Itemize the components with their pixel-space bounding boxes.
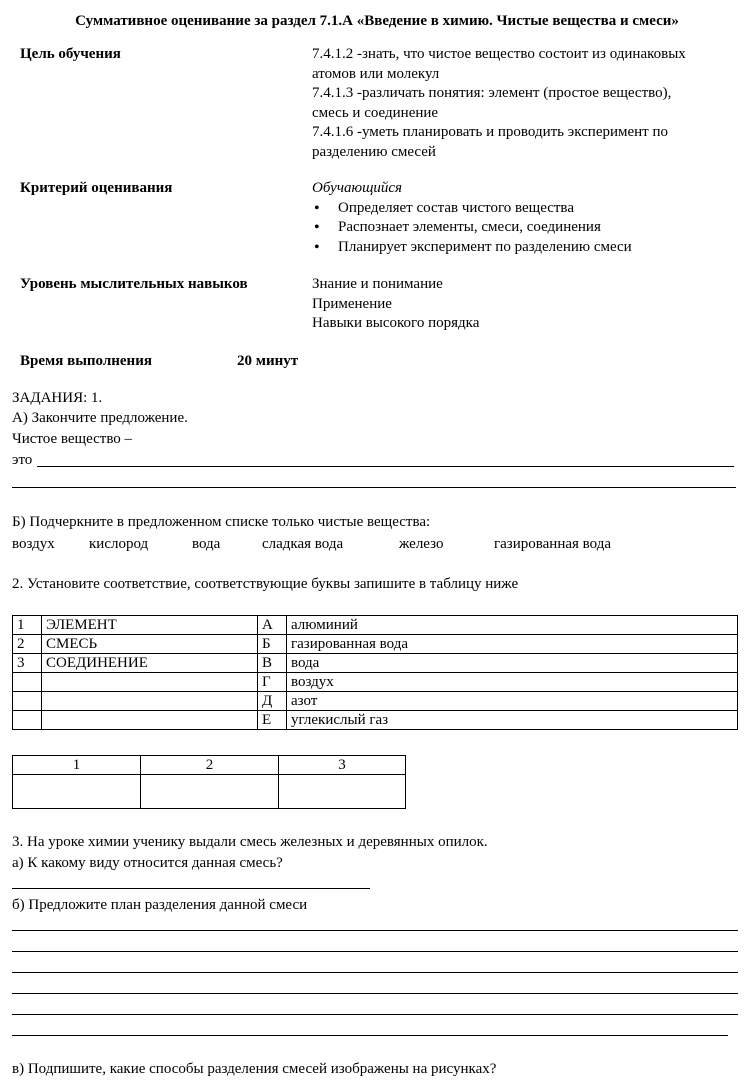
substance-word[interactable]: железо <box>399 536 444 552</box>
criteria-label: Критерий оценивания <box>20 180 173 196</box>
skills-text <box>312 275 742 334</box>
answer-line[interactable] <box>12 888 370 889</box>
table-row <box>13 673 738 692</box>
row-letter: Е <box>258 711 287 730</box>
row-term: СМЕСЬ <box>42 635 258 654</box>
row-number: 2 <box>13 635 42 654</box>
row-number <box>13 711 42 730</box>
goal-line: атомов или молекул <box>312 65 440 82</box>
goal-line: 7.4.1.2 -знать, что чистое вещество состоит из одинаковых <box>312 46 686 62</box>
answer-header: 2 <box>141 756 279 775</box>
row-letter: Д <box>258 692 287 711</box>
answer-line[interactable] <box>12 487 736 488</box>
task3-b-prompt: б) Предложите план разделения данной смеси <box>12 897 308 913</box>
substance-word[interactable]: газированная вода <box>494 536 612 552</box>
criteria-intro: Обучающийся <box>312 180 403 196</box>
time-value: 20 минут <box>237 353 299 369</box>
answer-header-row <box>13 756 406 775</box>
answer-cell[interactable] <box>141 775 279 809</box>
page-title: Суммативное оценивание за раздел 7.1.А «Введение в химию. Чистые вещества и смеси» <box>75 13 679 29</box>
row-term <box>42 673 258 692</box>
row-substance: алюминий <box>287 616 738 635</box>
time-label: Время выполнения <box>20 353 152 369</box>
matching-table <box>12 615 738 730</box>
row-term <box>42 692 258 711</box>
answer-line[interactable] <box>12 1014 738 1015</box>
row-substance: азот <box>287 692 738 711</box>
answer-line[interactable] <box>12 972 738 973</box>
substance-word[interactable]: вода <box>192 536 221 552</box>
answer-table <box>12 755 406 809</box>
skills-line: Знание и понимание <box>312 276 443 292</box>
row-number <box>13 673 42 692</box>
goal-line: смесь и соединение <box>312 104 439 121</box>
table-row <box>13 692 738 711</box>
skills-label: Уровень мыслительных навыков <box>20 276 248 292</box>
goal-line: 7.4.1.3 -различать понятия: элемент (простое вещество), <box>312 85 672 101</box>
row-number: 3 <box>13 654 42 673</box>
table-row <box>13 654 738 673</box>
row-number: 1 <box>13 616 42 635</box>
row-term: СОЕДИНЕНИЕ <box>42 654 258 673</box>
row-letter: Г <box>258 673 287 692</box>
task3-a-prompt: а) К какому виду относится данная смесь? <box>12 855 283 871</box>
row-term <box>42 711 258 730</box>
criteria-list <box>312 199 742 258</box>
substance-word[interactable]: воздух <box>12 536 55 552</box>
answer-cell[interactable] <box>279 775 406 809</box>
criteria-item: • Распознает элементы, смеси, соединения <box>312 218 742 238</box>
table-row <box>13 711 738 730</box>
task1-a-prompt: А) Закончите предложение. <box>12 410 188 426</box>
row-term: ЭЛЕМЕНТ <box>42 616 258 635</box>
answer-header: 3 <box>279 756 406 775</box>
goal-label: Цель обучения <box>20 46 121 62</box>
goal-line: разделению смесей <box>312 143 436 160</box>
substance-word[interactable]: кислород <box>89 536 149 552</box>
row-substance: газированная вода <box>287 635 738 654</box>
answer-input-row <box>13 775 406 809</box>
substance-word[interactable]: сладкая вода <box>262 536 344 552</box>
answer-header: 1 <box>13 756 141 775</box>
substance-word-list <box>0 535 754 555</box>
goal-line: 7.4.1.6 -уметь планировать и проводить эксперимент по <box>312 124 669 140</box>
row-letter: Б <box>258 635 287 654</box>
goal-text <box>312 45 742 162</box>
criteria-item: • Определяет состав чистого вещества <box>312 199 742 219</box>
task1-a-line2: это <box>12 452 33 468</box>
answer-line[interactable] <box>12 993 738 994</box>
task2-prompt: 2. Установите соответствие, соответствующие буквы запишите в таблицу ниже <box>12 576 519 592</box>
row-substance: вода <box>287 654 738 673</box>
row-number <box>13 692 42 711</box>
task1-a-line1: Чистое вещество – <box>12 431 133 447</box>
row-substance: углекислый газ <box>287 711 738 730</box>
answer-line[interactable] <box>12 951 738 952</box>
task1-header: ЗАДАНИЯ: 1. <box>12 390 103 406</box>
answer-line[interactable] <box>12 930 738 931</box>
answer-line[interactable] <box>37 466 734 467</box>
criteria-item: • Планирует эксперимент по разделению смеси <box>312 238 742 258</box>
task3-prompt: 3. На уроке химии ученику выдали смесь железных и деревянных опилок. <box>12 834 488 850</box>
row-substance: воздух <box>287 673 738 692</box>
table-row <box>13 635 738 654</box>
row-letter: В <box>258 654 287 673</box>
criteria-text <box>312 179 742 257</box>
task1-b-prompt: Б) Подчеркните в предложенном списке только чистые вещества: <box>12 514 431 530</box>
row-letter: А <box>258 616 287 635</box>
answer-cell[interactable] <box>13 775 141 809</box>
table-row <box>13 616 738 635</box>
answer-line[interactable] <box>12 1035 728 1036</box>
skills-line: Навыки высокого порядка <box>312 315 480 331</box>
skills-line: Применение <box>312 295 392 312</box>
task3-c-prompt: в) Подпишите, какие способы разделения смесей изображены на рисунках? <box>12 1061 497 1077</box>
